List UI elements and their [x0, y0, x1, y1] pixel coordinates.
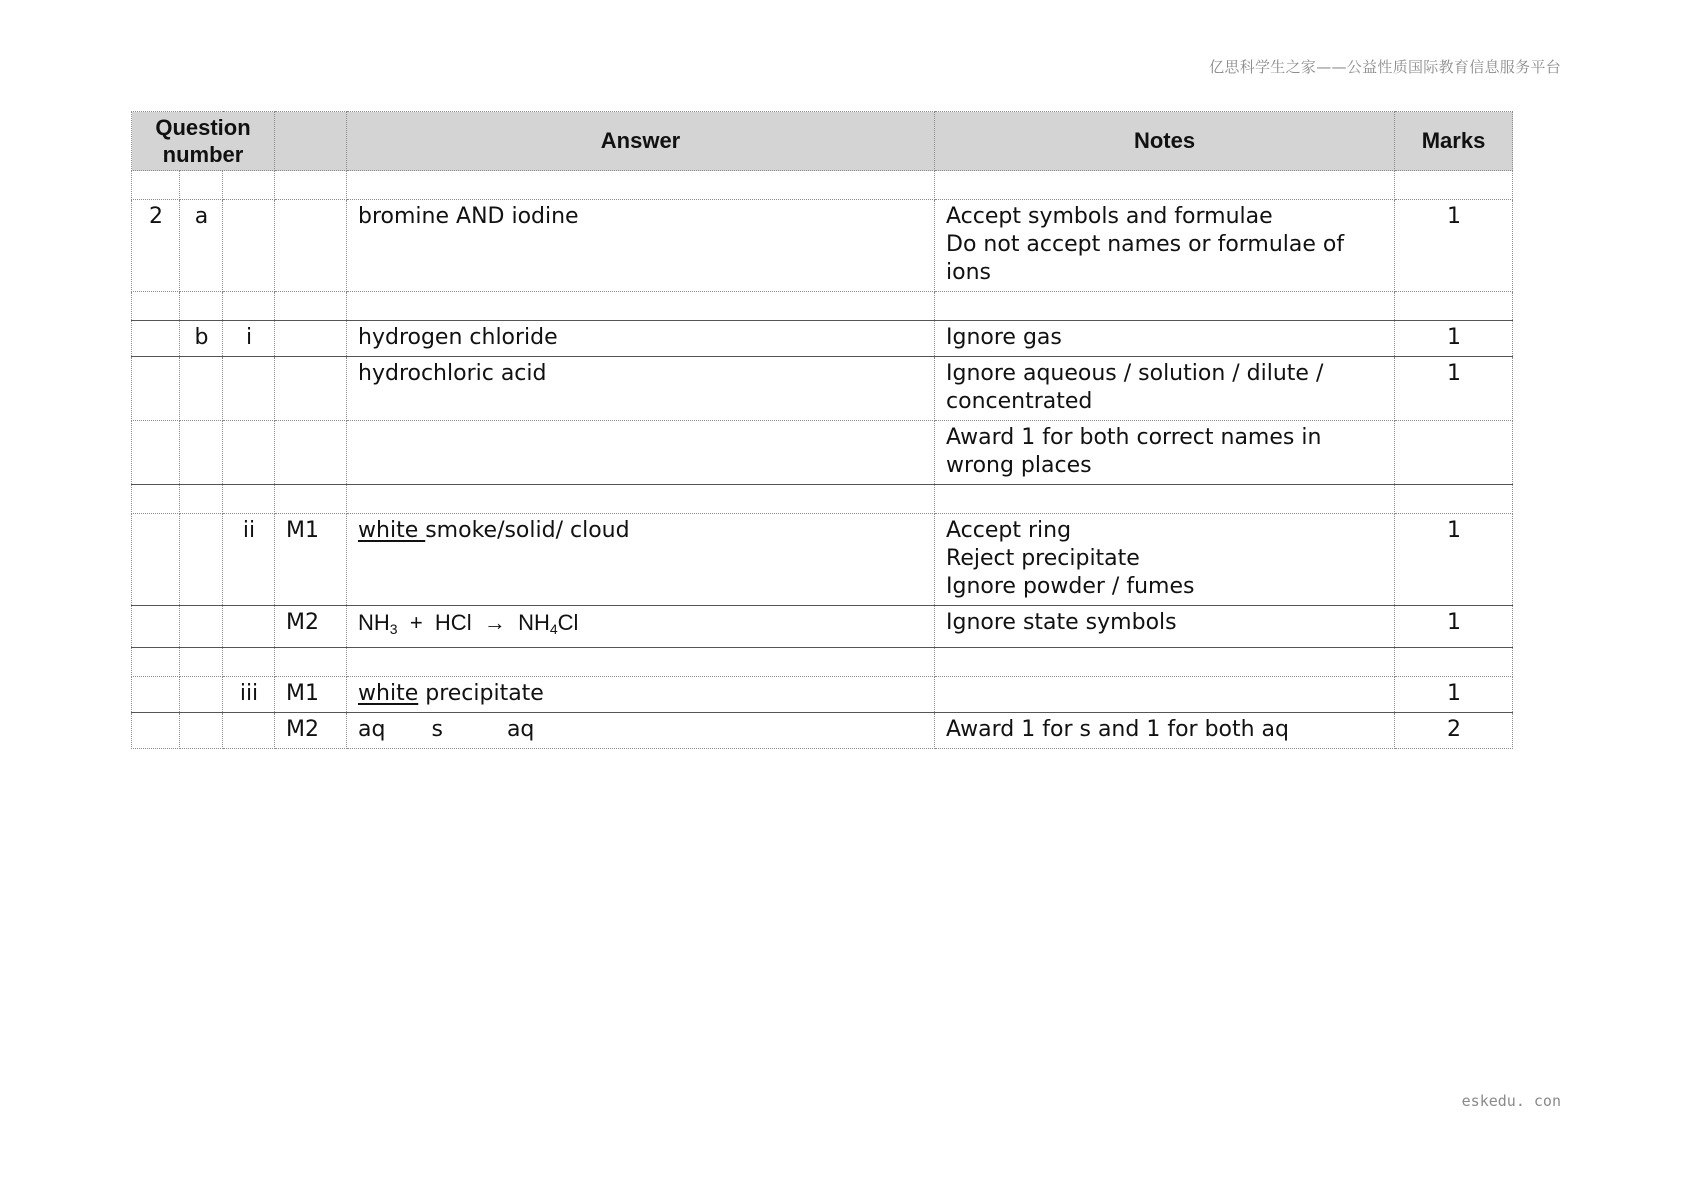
- equation-product-subscript: 4: [549, 621, 558, 637]
- equation-plus: +: [409, 610, 423, 635]
- mark-label: M2: [286, 717, 319, 742]
- question-part: b: [194, 325, 209, 350]
- note-line: concentrated: [946, 389, 1093, 414]
- state-symbol: aq: [506, 717, 535, 742]
- note-line: Do not accept names or formulae of: [946, 232, 1345, 257]
- note-line: Accept ring: [946, 518, 1072, 543]
- equation-arrow: →: [483, 610, 506, 635]
- marks-cell: 1: [1447, 361, 1462, 386]
- question-subpart: ii: [242, 518, 256, 543]
- marks-cell: 1: [1447, 204, 1462, 229]
- notes-cell: [935, 421, 1394, 484]
- question-header-line1: Question: [155, 115, 251, 140]
- table-row: [132, 421, 1513, 485]
- table-row: [132, 677, 1513, 713]
- marks-cell: 2: [1447, 717, 1462, 742]
- answer-cell: [347, 514, 934, 549]
- table-row: [132, 200, 1513, 292]
- spacer-row: [132, 485, 1513, 514]
- notes-cell: Award 1 for s and 1 for both aq: [946, 717, 1290, 742]
- notes-cell: Ignore gas: [946, 325, 1062, 350]
- answer-cell: bromine AND iodine: [358, 204, 579, 229]
- question-subpart: iii: [239, 681, 259, 706]
- answer-rest: precipitate: [418, 681, 544, 706]
- equation-reactant1-subscript: 3: [389, 621, 398, 637]
- note-line: Ignore powder / fumes: [946, 574, 1195, 599]
- answer-header: Answer: [347, 112, 935, 171]
- state-symbol: aq: [358, 717, 386, 742]
- notes-header: Notes: [935, 112, 1395, 171]
- spacer-row: [132, 171, 1513, 200]
- header-watermark: 亿思科学生之家——公益性质国际教育信息服务平台: [1209, 58, 1561, 76]
- notes-cell: [935, 200, 1394, 291]
- table-row: [132, 321, 1513, 357]
- table-row: [132, 713, 1513, 749]
- state-symbol: s: [431, 717, 443, 742]
- table-row: [132, 514, 1513, 606]
- note-line: Reject precipitate: [946, 546, 1140, 571]
- marks-cell: 1: [1447, 325, 1462, 350]
- equation-product-tail: Cl: [557, 610, 579, 635]
- note-line: Accept symbols and formulae: [946, 204, 1273, 229]
- question-part: a: [194, 204, 209, 229]
- notes-cell: Ignore state symbols: [946, 610, 1177, 635]
- marks-header: Marks: [1395, 112, 1513, 171]
- answer-underlined-word: white: [358, 518, 426, 543]
- state-symbols-cell: [347, 713, 934, 748]
- table-row: [132, 606, 1513, 648]
- equation-reactant1: NH: [358, 610, 390, 635]
- note-line: Award 1 for both correct names in: [946, 425, 1322, 450]
- table-row: [132, 357, 1513, 421]
- marks-cell: 1: [1447, 610, 1462, 635]
- marks-cell: 1: [1447, 518, 1462, 543]
- note-line: ions: [946, 260, 991, 285]
- question-number-header: [132, 112, 275, 171]
- notes-cell: [935, 357, 1394, 420]
- header-row: [132, 112, 1513, 171]
- footer-watermark: eskedu. con: [1461, 1092, 1561, 1110]
- answer-cell: [347, 677, 934, 712]
- question-number: 2: [149, 204, 163, 229]
- mark-scheme-table: [131, 111, 1513, 749]
- spacer-row: [132, 292, 1513, 321]
- answer-rest: smoke/solid/ cloud: [425, 518, 630, 543]
- mark-label: M1: [286, 681, 319, 706]
- note-line: wrong places: [946, 453, 1092, 478]
- answer-cell: hydrogen chloride: [358, 325, 558, 350]
- mark-label-header: [275, 112, 347, 171]
- equation-product: NH: [518, 610, 550, 635]
- mark-label: M2: [286, 610, 319, 635]
- notes-cell: [935, 514, 1394, 605]
- equation-reactant2: HCl: [434, 610, 472, 635]
- equation-cell: [347, 606, 934, 647]
- answer-cell: hydrochloric acid: [358, 361, 547, 386]
- answer-underlined-word: white: [358, 681, 419, 706]
- marks-cell: 1: [1447, 681, 1462, 706]
- spacer-row: [132, 648, 1513, 677]
- question-header-line2: number: [162, 142, 244, 167]
- question-subpart: i: [245, 325, 253, 350]
- mark-label: M1: [286, 518, 319, 543]
- note-line: Ignore aqueous / solution / dilute /: [946, 361, 1324, 386]
